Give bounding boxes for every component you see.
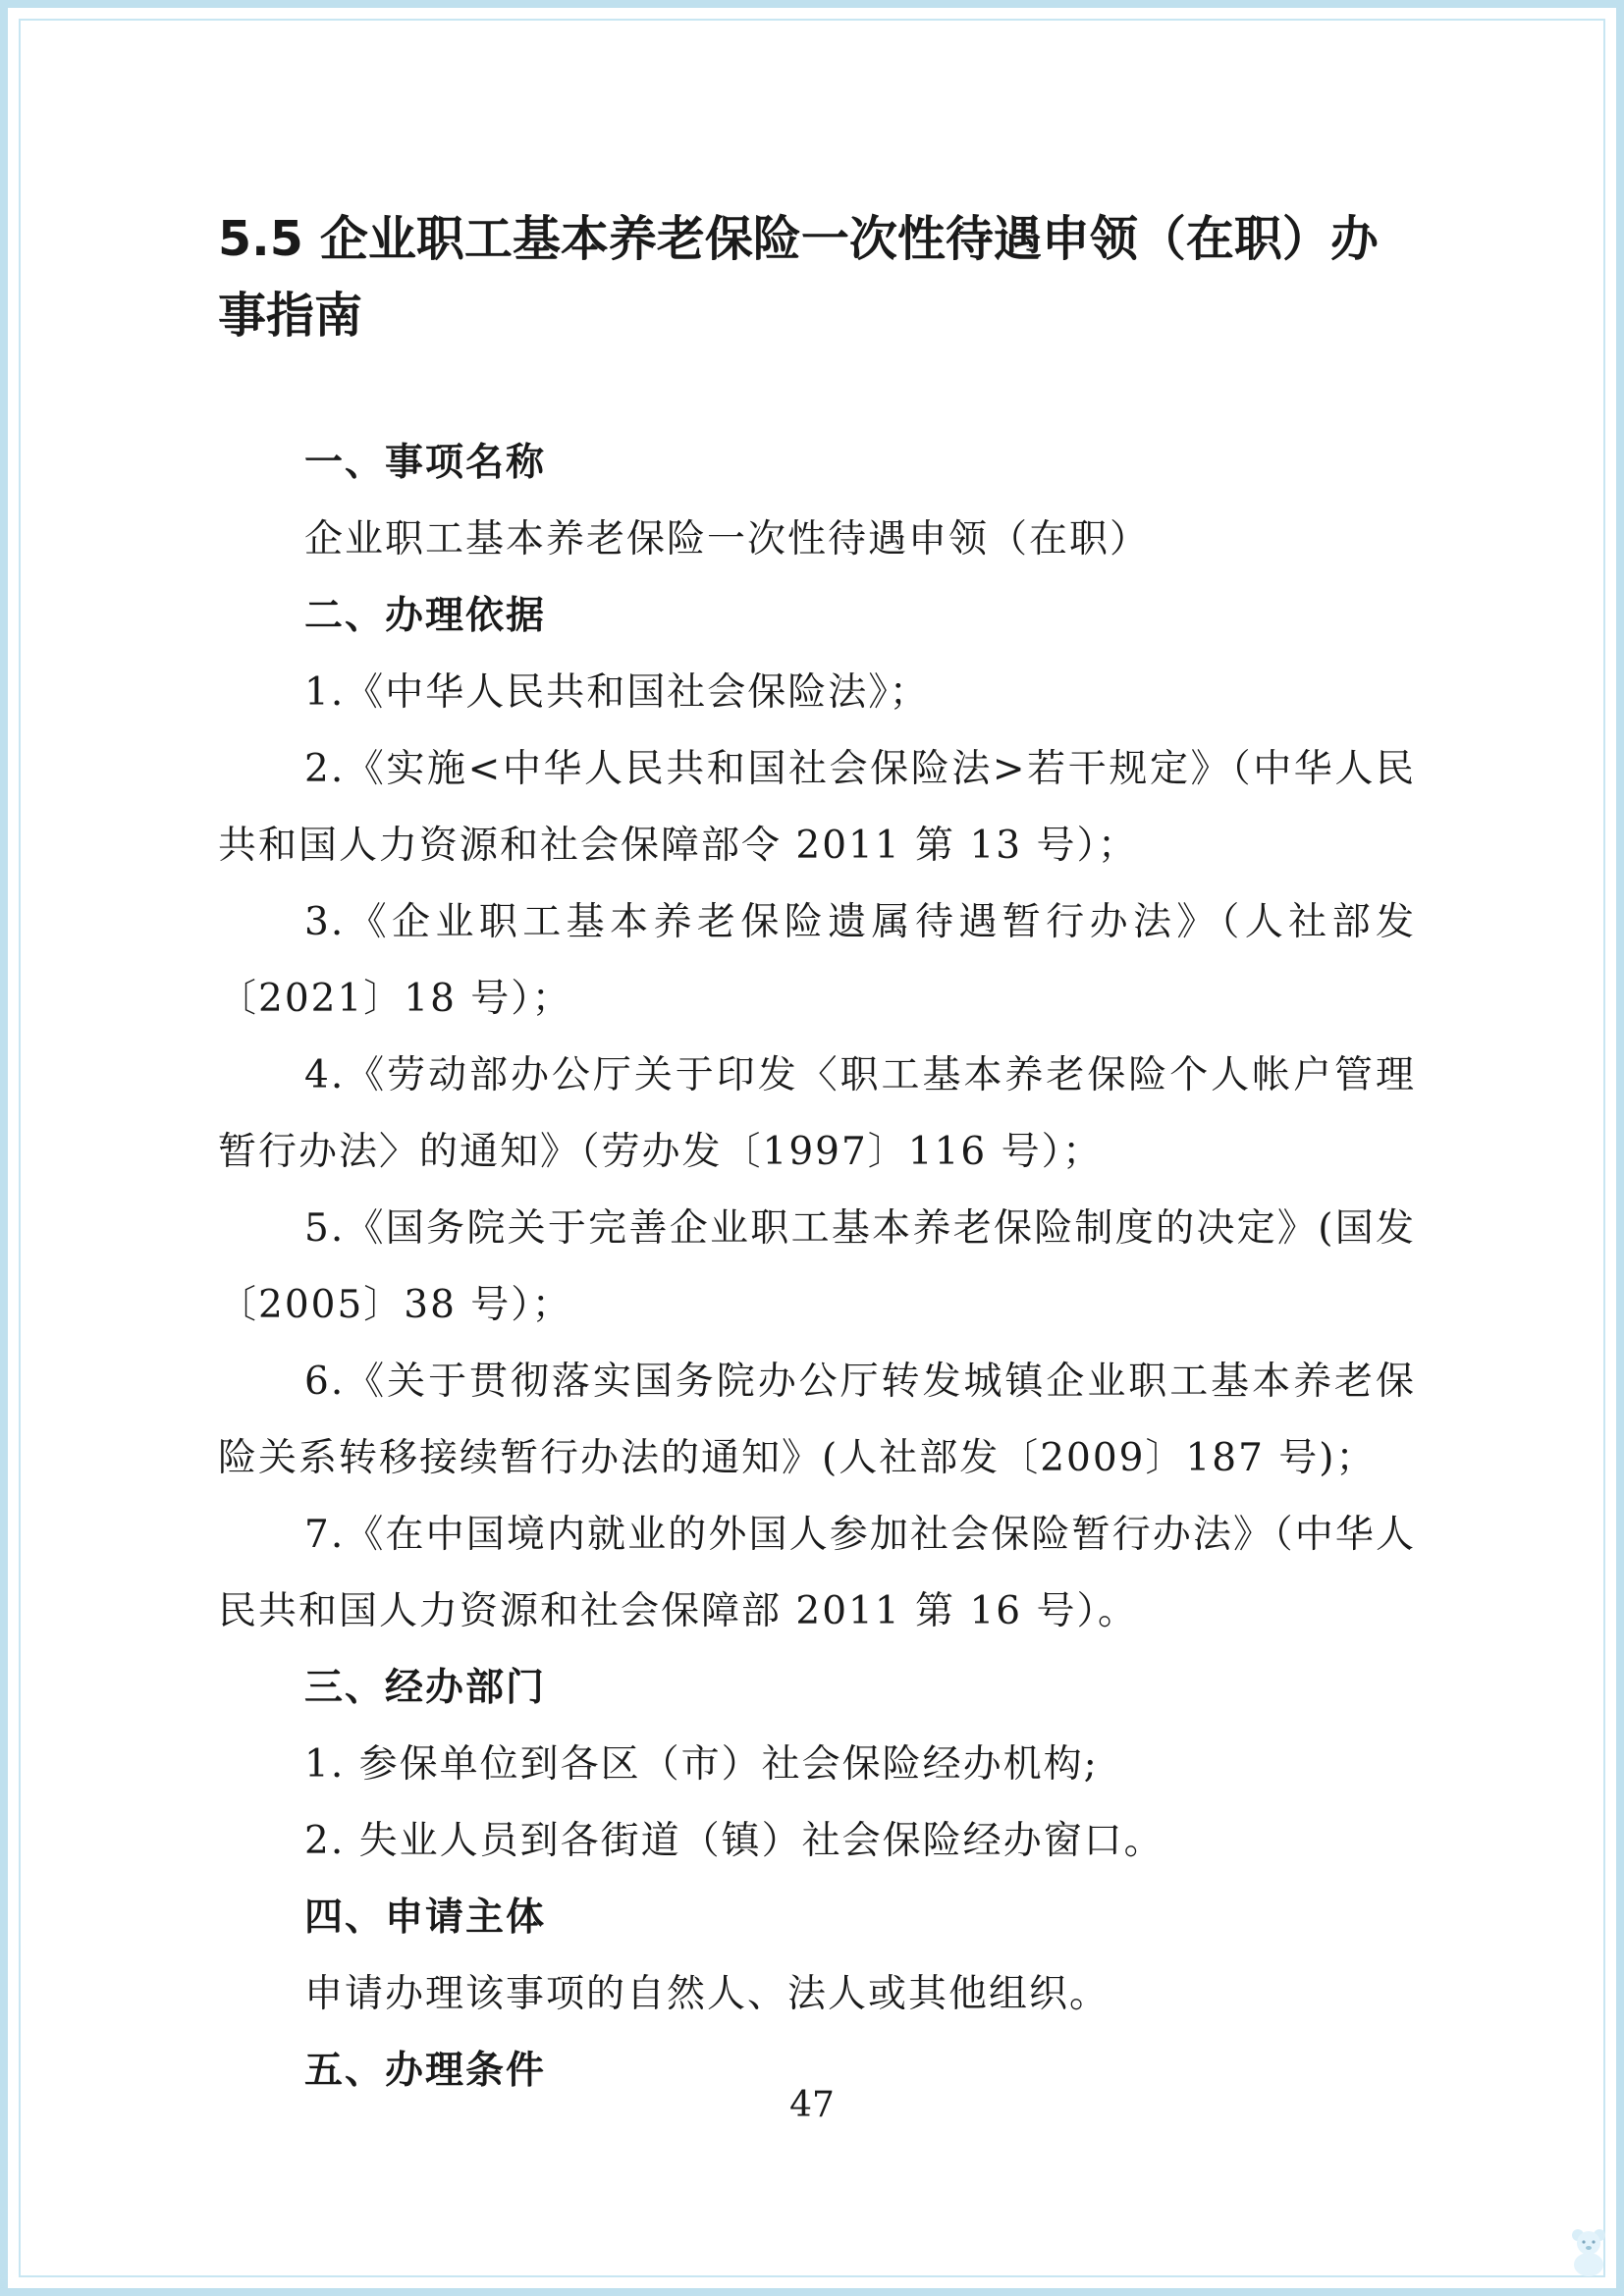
department-item: 2. 失业人员到各街道（镇）社会保险经办窗口。 bbox=[304, 1819, 1164, 1863]
bear-icon bbox=[1569, 2226, 1608, 2277]
section-2 bbox=[218, 578, 1416, 1650]
legal-basis-item: 4.《劳动部办公厅关于印发〈职工基本养老保险个人帐户管理暂行办法〉的通知》（劳办发〔1997〕116 号）； bbox=[218, 1053, 1416, 1174]
legal-basis-item: 7.《在中国境内就业的外国人参加社会保险暂行办法》（中华人民共和国人力资源和社会保障部 2011 第 16 号）。 bbox=[218, 1513, 1416, 1633]
section-heading: 三、经办部门 bbox=[304, 1666, 547, 1710]
document-title: 5.5 企业职工基本养老保险一次性待遇申领（在职）办事指南 bbox=[218, 211, 1379, 344]
legal-basis-item: 2.《实施<中华人民共和国社会保险法>若干规定》（中华人民共和国人力资源和社会保障部令 2011 第 13 号）； bbox=[218, 747, 1416, 868]
section-heading: 四、申请主体 bbox=[304, 1896, 547, 1940]
section-heading: 一、事项名称 bbox=[304, 441, 547, 485]
page-number: 47 bbox=[789, 2085, 835, 2125]
department-item: 1. 参保单位到各区（市）社会保险经办机构; bbox=[304, 1742, 1099, 1787]
legal-basis-item: 6.《关于贯彻落实国务院办公厅转发城镇企业职工基本养老保险关系转移接续暂行办法的通知》(人社部发〔2009〕187 号)； bbox=[218, 1360, 1416, 1480]
legal-basis-item: 5.《国务院关于完善企业职工基本养老保险制度的决定》(国发〔2005〕38 号）； bbox=[218, 1206, 1416, 1327]
section-paragraph: 申请办理该事项的自然人、法人或其他组织。 bbox=[304, 1972, 1110, 2016]
legal-basis-item: 3.《企业职工基本养老保险遗属待遇暂行办法》（人社部发〔2021〕18 号）； bbox=[218, 900, 1416, 1021]
section-4 bbox=[218, 1880, 1416, 2033]
section-1 bbox=[218, 425, 1416, 578]
document-body bbox=[218, 201, 1416, 2109]
legal-basis-item: 1.《中华人民共和国社会保险法》； bbox=[304, 670, 930, 715]
section-3 bbox=[218, 1650, 1416, 1880]
section-heading: 五、办理条件 bbox=[304, 2049, 547, 2093]
section-heading: 二、办理依据 bbox=[304, 594, 547, 638]
section-paragraph: 企业职工基本养老保险一次性待遇申领（在职） bbox=[304, 517, 1151, 561]
